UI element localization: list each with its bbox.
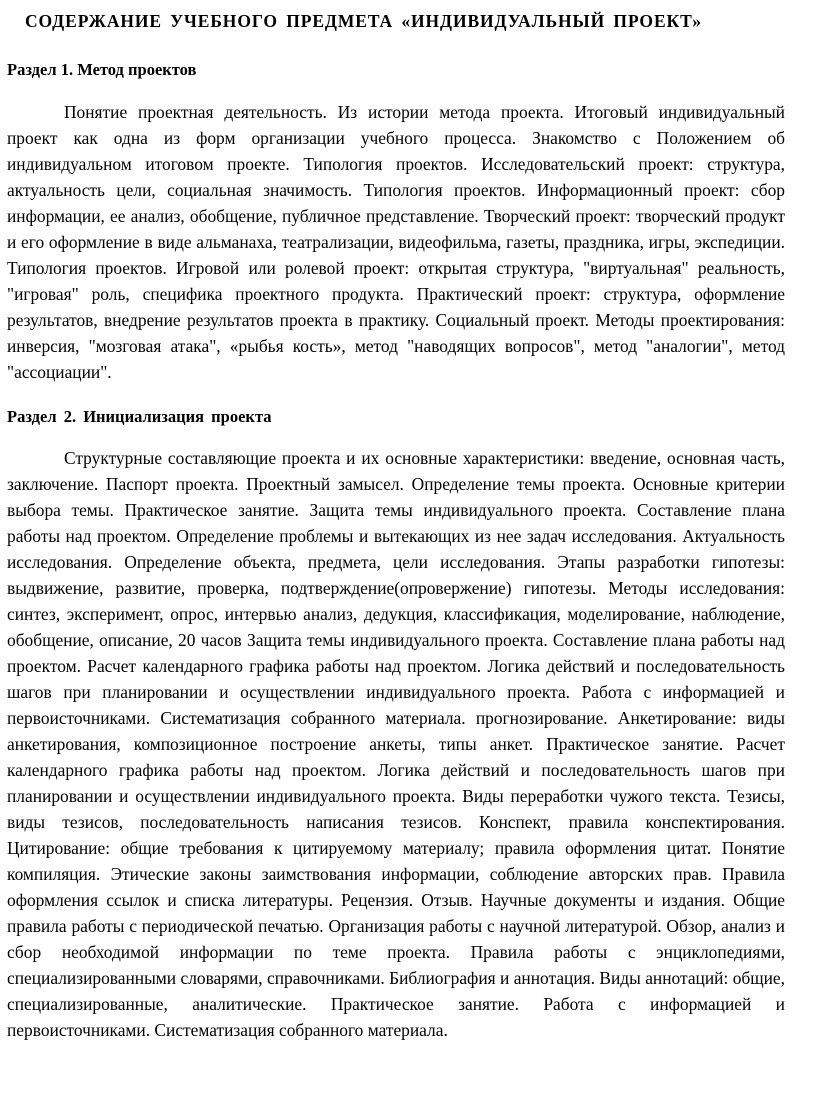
section-1 — [7, 59, 785, 385]
section-1-paragraph: Понятие проектная деятельность. Из истории метода проекта. Итоговый индивидуальный проект как одна из форм организации учебного процесса. Знакомство с Положением об индивидуальном итоговом проекте. Типология проектов. Исследовательский проект: структура, актуальность цели, социальная значимость. Типология проектов. Информационный проект: сбор информации, ее анализ, обобщение, публичное представление. Творческий проект: творческий продукт и его оформление в виде альманаха, театрализации, видеофильма, газеты, праздника, игры, экспедиции. Типология проектов. Игровой или ролевой проект: открытая структура, "виртуальная" реальность, "игровая" роль, специфика проектного продукта. Практический проект: структура, оформление результатов, внедрение результатов проекта в практику. Социальный проект. Методы проектирования: инверсия, "мозговая атака", «рыбья кость», метод "наводящих вопросов", метод "аналогии", метод "ассоциации". — [7, 102, 785, 382]
section-2-heading: Раздел 2. Инициализация проекта — [7, 407, 272, 426]
document-title: СОДЕРЖАНИЕ УЧЕБНОГО ПРЕДМЕТА «ИНДИВИДУАЛЬНЫЙ ПРОЕКТ» — [25, 11, 702, 31]
section-1-heading: Раздел 1. Метод проектов — [7, 60, 197, 79]
section-2-paragraph: Структурные составляющие проекта и их основные характеристики: введение, основная часть, заключение. Паспорт проекта. Проектный замысел. Определение темы проекта. Основные критерии выбора темы. Практическое занятие. Защита темы индивидуального проекта. Составление плана работы над проектом. Определение проблемы и вытекающих из нее задач исследования. Актуальность исследования. Определение объекта, предмета, цели исследования. Этапы разработки гипотезы: выдвижение, развитие, проверка, подтверждение(опровержение) гипотезы. Методы исследования: синтез, эксперимент, опрос, интервью анализ, дедукция, классификация, моделирование, наблюдение, обобщение, описание, 20 часов Защита темы индивидуального проекта. Составление плана работы над проектом. Расчет календарного графика работы над проектом. Логика действий и последовательность шагов при планировании и осуществлении индивидуального проекта. Работа с информацией и первоисточниками. Систематизация собранного материала. прогнозирование. Анкетирование: виды анкетирования, композиционное построение анкеты, типы анкет. Практическое занятие. Расчет календарного графика работы над проектом. Логика действий и последовательность шагов при планировании и осуществлении индивидуального проекта. Виды переработки чужого текста. Тезисы, виды тезисов, последовательность написания тезисов. Конспект, правила конспектирования. Цитирование: общие требования к цитируемому материалу; правила оформления цитат. Понятие компиляция. Этические законы заимствования информации, соблюдение авторских прав. Правила оформления ссылок и списка литературы. Рецензия. Отзыв. Научные документы и издания. Общие правила работы с периодической печатью. Организация работы с научной литературой. Обзор, анализ и сбор необходимой информации по теме проекта. Правила работы с энциклопедиями, специализированными словарями, справочниками. Библиография и аннотация. Виды аннотаций: общие, специализированные, аналитические. Практическое занятие. Работа с информацией и первоисточниками. Систематизация собранного материала. — [7, 448, 785, 1040]
section-2 — [7, 406, 785, 1043]
